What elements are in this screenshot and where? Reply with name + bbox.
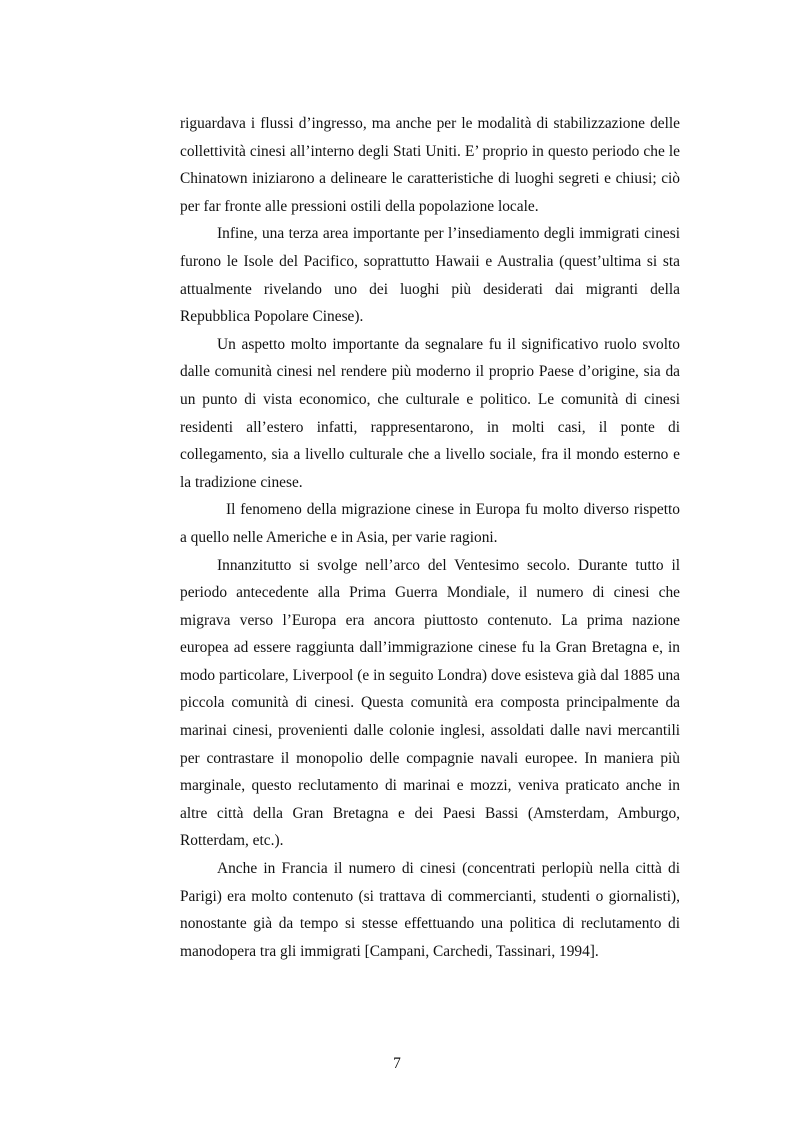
paragraph-pacific-islands: Infine, una terza area importante per l’insediamento degli immigrati cinesi furono le Isole del Pacifico, soprattutto Hawaii e Australia (quest’ultima si sta attualmente rivelando uno dei luoghi più desiderati dai migranti della Repubblica Popolare Cinese). xyxy=(180,225,680,326)
paragraph-modernization-role: Un aspetto molto importante da segnalare fu il significativo ruolo svolto dalle comunità cinesi nel rendere più moderno il proprio Paese d’origine, sia da un punto di vista economico, che culturale e politico. Le comunità di cinesi residenti all’estero infatti, rappresentarono, in molti casi, il ponte di collegamento, sia a livello culturale che a livello sociale, fra il mondo esterno e la tradizione cinese. xyxy=(180,335,680,491)
paragraph-europe-migration: Il fenomeno della migrazione cinese in Europa fu molto diverso rispetto a quello nelle Americhe e in Asia, per varie ragioni. xyxy=(180,501,680,546)
paragraph-twentieth-century: Innanzitutto si svolge nell’arco del Ventesimo secolo. Durante tutto il periodo antecedente alla Prima Guerra Mondiale, il numero di cinesi che migrava verso l’Europa era ancora piuttosto contenuto. La prima nazione europea ad essere raggiunta dall’immigrazione cinese fu la Gran Bretagna e, in modo particolare, Liverpool (e in seguito Londra) dove esisteva già dal 1885 una piccola comunità di cinesi. Questa comunità era composta principalmente da marinai cinesi, provenienti dalle colonie inglesi, assoldati dalle navi mercantili per contrastare il monopolio delle compagnie navali europee. In maniera più marginale, questo reclutamento di marinai e mozzi, veniva praticato anche in altre città della Gran Bretagna e dei Paesi Bassi (Amsterdam, Amburgo, Rotterdam, etc.). xyxy=(180,556,680,850)
body-text xyxy=(180,110,680,965)
paragraph-france: Anche in Francia il numero di cinesi (concentrati perlopiù nella città di Parigi) era molto contenuto (si trattava di commercianti, studenti o giornalisti), nonostante già da tempo si stesse effettuando una politica di reclutamento di manodopera tra gli immigrati [Campani, Carchedi, Tassinari, 1994]. xyxy=(180,860,680,960)
page-number: 7 xyxy=(393,1055,401,1072)
paragraph-continuation: riguardava i flussi d’ingresso, ma anche per le modalità di stabilizzazione delle collettività cinesi all’interno degli Stati Uniti. E’ proprio in questo periodo che le Chinatown iniziarono a delineare le caratteristiche di luoghi segreti e chiusi; ciò per far fronte alle pressioni ostili della popolazione locale. xyxy=(180,115,680,215)
